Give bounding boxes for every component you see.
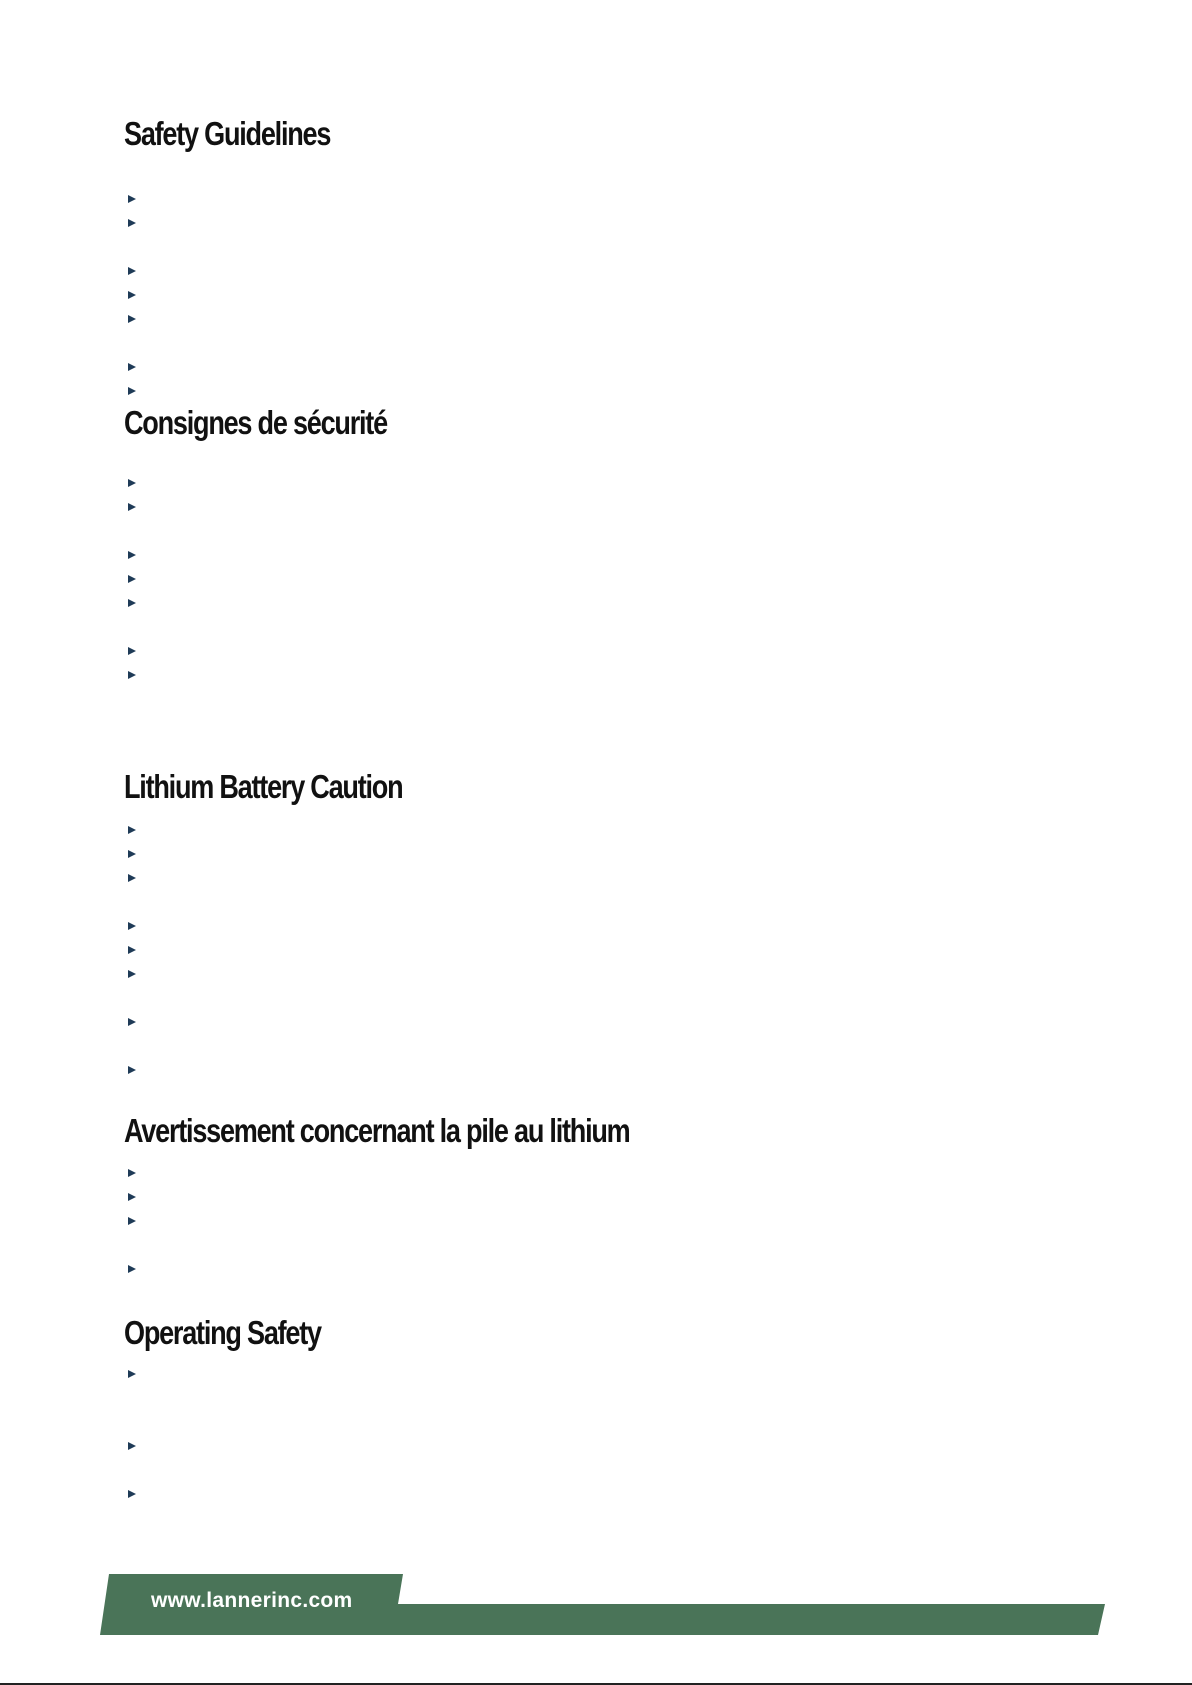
bullet-icon: [128, 1217, 136, 1225]
bullet-icon: [128, 1018, 136, 1026]
consignes-heading: Consignes de sécurité: [124, 404, 387, 441]
bullet-icon: [128, 195, 136, 203]
bullet-icon: [128, 503, 136, 511]
safety-guidelines-heading: Safety Guidelines: [124, 115, 331, 152]
lithium-caution-heading: Lithium Battery Caution: [124, 768, 403, 805]
footer-website-link[interactable]: www.lannerinc.com: [151, 1589, 353, 1612]
bullet-icon: [128, 1442, 136, 1450]
bullet-icon: [128, 363, 136, 371]
bullet-icon: [128, 850, 136, 858]
bullet-icon: [128, 291, 136, 299]
bullet-icon: [128, 1265, 136, 1273]
bullet-icon: [128, 1066, 136, 1074]
bullet-icon: [128, 1370, 136, 1378]
bullet-icon: [128, 1169, 136, 1177]
bullet-icon: [128, 647, 136, 655]
bullet-icon: [128, 551, 136, 559]
bullet-icon: [128, 826, 136, 834]
bullet-icon: [128, 219, 136, 227]
bullet-icon: [128, 1193, 136, 1201]
bullet-icon: [128, 315, 136, 323]
bullet-icon: [128, 671, 136, 679]
bullet-icon: [128, 874, 136, 882]
bullet-icon: [128, 946, 136, 954]
bullet-icon: [128, 970, 136, 978]
operating-safety-heading: Operating Safety: [124, 1314, 321, 1351]
avertissement-heading: Avertissement concernant la pile au lithium: [124, 1112, 630, 1149]
bullet-icon: [128, 387, 136, 395]
bullet-icon: [128, 599, 136, 607]
bullet-icon: [128, 1490, 136, 1498]
bullet-icon: [128, 479, 136, 487]
bullet-icon: [128, 922, 136, 930]
bullet-icon: [128, 575, 136, 583]
bullet-icon: [128, 267, 136, 275]
